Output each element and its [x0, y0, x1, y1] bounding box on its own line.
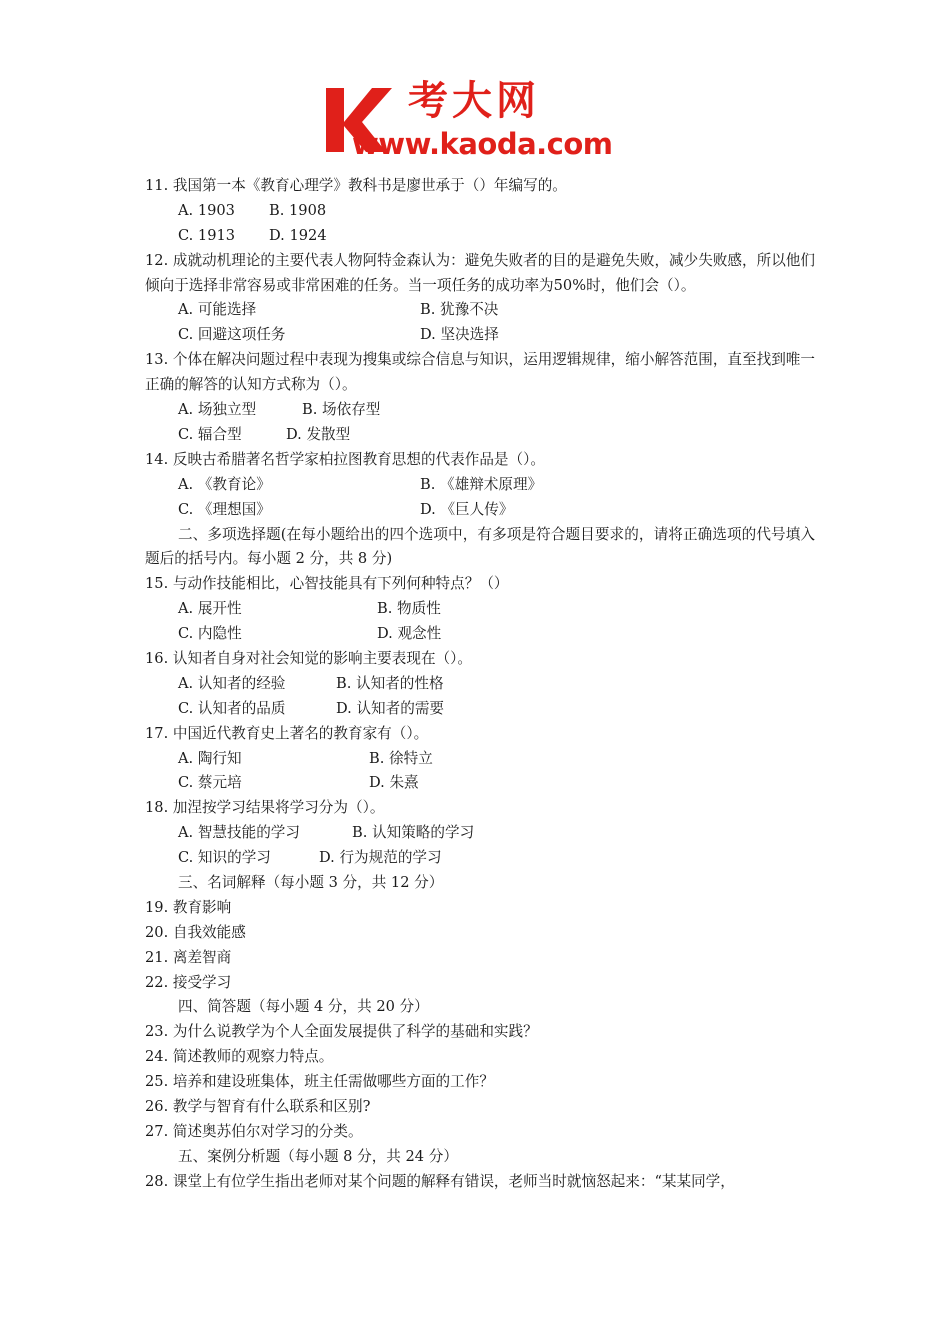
- options-18-row2: [145, 846, 815, 871]
- question-17: 17. 中国近代教育史上著名的教育家有（）。: [145, 724, 429, 742]
- question-13: 13. 个体在解决问题过程中表现为搜集或综合信息与知识，运用逻辑规律，缩小解答范围，直至找到唯一正确的解答的认知方式称为（）。: [145, 351, 815, 394]
- term-item: 20. 自我效能感: [145, 923, 246, 941]
- option-c: C. 蔡元培: [178, 774, 242, 792]
- short-answer-item: 27. 简述奥苏伯尔对学习的分类。: [145, 1122, 363, 1140]
- options-15-row2: [145, 622, 815, 647]
- option-a: A. 展开性: [178, 600, 242, 618]
- section-case-analysis-heading: 五、案例分析题（每小题 8 分，共 24 分）: [178, 1147, 458, 1165]
- question-11: 11. 我国第一本《教育心理学》教科书是廖世承于（）年编写的。: [145, 177, 567, 194]
- term-item: 21. 离差智商: [145, 948, 232, 966]
- option-d: D. 认知者的需要: [336, 699, 445, 717]
- short-answer-item: 26. 教学与智育有什么联系和区别?: [145, 1098, 371, 1116]
- question-28: 28. 课堂上有位学生指出老师对某个问题的解释有错误，老师当时就恼怒起来：“某某同学，: [145, 1172, 735, 1190]
- options-11-row1: [145, 199, 815, 224]
- option-c: C. 1913: [178, 226, 236, 244]
- options-12-row2: [145, 323, 815, 348]
- option-c: C. 内隐性: [178, 625, 242, 643]
- option-b: B. 认知者的性格: [336, 674, 444, 692]
- option-c: C. 《理想国》: [178, 500, 271, 518]
- term-item: 22. 接受学习: [145, 973, 232, 991]
- option-a: A. 智慧技能的学习: [178, 824, 300, 842]
- option-c: C. 认知者的品质: [178, 699, 286, 717]
- section-short-answer-heading: 四、简答题（每小题 4 分，共 20 分）: [178, 998, 429, 1016]
- logo-brand-name: 考大网: [408, 78, 540, 124]
- short-answer-item: 23. 为什么说教学为个人全面发展提供了科学的基础和实践？: [145, 1023, 538, 1041]
- options-13-row1: [145, 398, 815, 423]
- question-12: 12. 成就动机理论的主要代表人物阿特金森认为：避免失败者的目的是避免失败，减少失败感，所以他们倾向于选择非常容易或非常困难的任务。当一项任务的成功率为50%时，他们会（）。: [145, 251, 815, 294]
- option-d: D. 《巨人传》: [420, 500, 514, 518]
- option-c: C. 回避这项任务: [178, 326, 286, 344]
- logo-url: www.kaoda.com: [352, 127, 613, 161]
- question-16: 16. 认知者自身对社会知觉的影响主要表现在（）。: [145, 650, 473, 668]
- short-answer-item: 24. 简述教师的观察力特点。: [145, 1048, 334, 1066]
- options-13-row2: [145, 423, 815, 448]
- option-b: B. 场依存型: [302, 401, 381, 419]
- options-16-row2: [145, 697, 815, 722]
- option-a: A. 1903: [178, 201, 235, 219]
- section-term-explanation-heading: 三、名词解释（每小题 3 分，共 12 分）: [178, 874, 444, 892]
- option-d: D. 发散型: [286, 425, 351, 443]
- option-d: D. 坚决选择: [420, 326, 499, 344]
- options-16-row1: [145, 672, 815, 697]
- options-14-row1: [145, 473, 815, 498]
- option-d: D. 朱熹: [369, 774, 419, 792]
- option-b: B. 徐特立: [369, 749, 433, 767]
- option-a: A. 场独立型: [178, 401, 257, 419]
- question-18: 18. 加涅按学习结果将学习分为（）。: [145, 799, 385, 817]
- options-11-row2: [145, 224, 815, 249]
- option-b: B. 犹豫不决: [420, 301, 499, 319]
- option-b: B. 《雄辩术原理》: [420, 475, 543, 493]
- option-d: D. 行为规范的学习: [319, 849, 442, 867]
- options-18-row1: [145, 821, 815, 846]
- option-b: B. 物质性: [377, 600, 441, 618]
- term-item: 19. 教育影响: [145, 898, 232, 916]
- option-a: A. 认知者的经验: [178, 674, 286, 692]
- option-b: B. 1908: [269, 201, 327, 219]
- exam-content: [145, 174, 815, 1195]
- kaoda-logo: [322, 78, 642, 162]
- options-15-row1: [145, 597, 815, 622]
- option-d: D. 观念性: [377, 625, 442, 643]
- options-17-row2: [145, 771, 815, 796]
- option-b: B. 认知策略的学习: [352, 824, 475, 842]
- question-15: 15. 与动作技能相比，心智技能具有下列何种特点？（）: [145, 575, 509, 593]
- options-14-row2: [145, 498, 815, 523]
- option-a: A. 陶行知: [178, 749, 242, 767]
- option-c: C. 知识的学习: [178, 849, 271, 867]
- short-answer-item: 25. 培养和建设班集体，班主任需做哪些方面的工作？: [145, 1073, 494, 1091]
- section-multiple-choice-heading: 二、多项选择题(在每小题给出的四个选项中，有多项是符合题目要求的，请将正确选项的代号填入题后的括号内。每小题 2 分，共 8 分): [145, 525, 815, 568]
- question-14: 14. 反映古希腊著名哲学家柏拉图教育思想的代表作品是（）。: [145, 450, 545, 468]
- option-a: A. 可能选择: [178, 301, 257, 319]
- option-d: D. 1924: [269, 226, 327, 244]
- options-17-row1: [145, 747, 815, 772]
- option-c: C. 辐合型: [178, 425, 242, 443]
- options-12-row1: [145, 298, 815, 323]
- option-a: A. 《教育论》: [178, 475, 271, 493]
